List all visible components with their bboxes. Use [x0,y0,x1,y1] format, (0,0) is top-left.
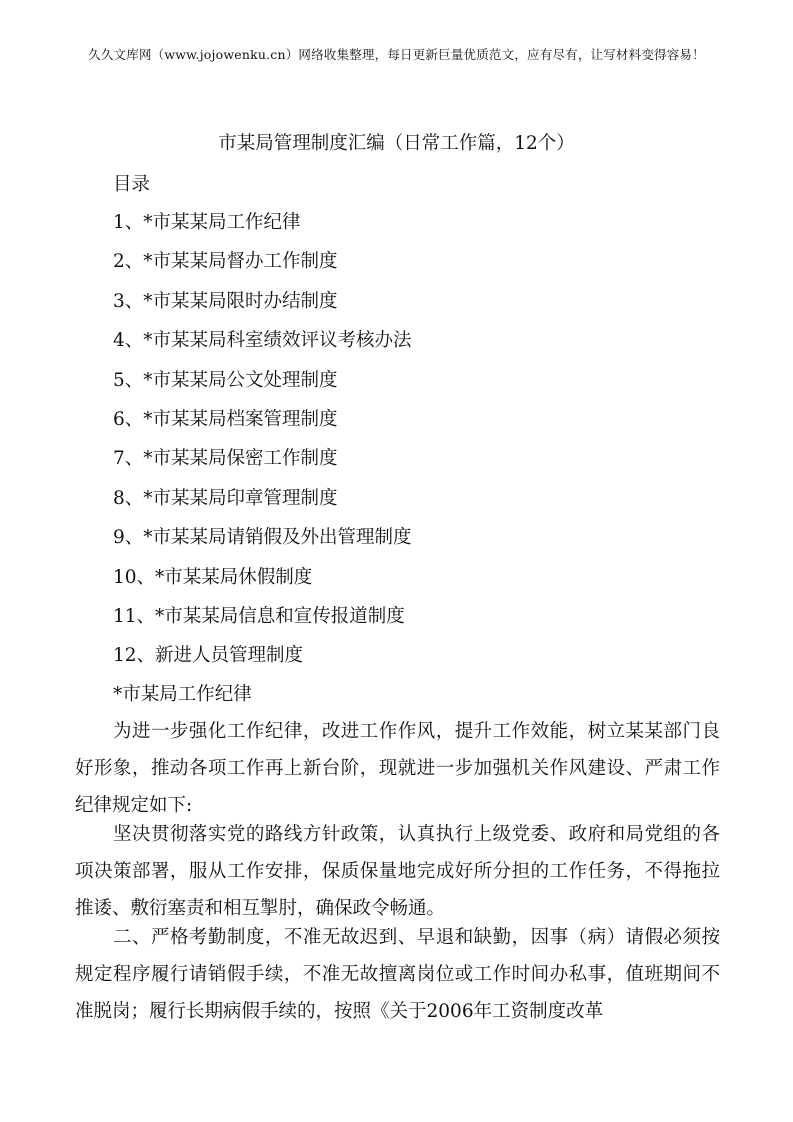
toc-item: 11、*市某某局信息和宣传报道制度 [113,605,405,627]
toc-item: 3、*市某某局限时办结制度 [113,290,338,312]
toc-item: 10、*市某某局休假制度 [113,566,313,588]
toc-item: 2、*市某某局督办工作制度 [113,251,338,273]
section-title: *市某局工作纪律 [113,684,252,705]
toc-item: 12、新进人员管理制度 [113,645,304,667]
table-of-contents [113,210,412,683]
body-paragraph: 坚决贯彻落实党的路线方针政策，认真执行上级党委、政府和局党组的各项决策部署，服从工作安排，保质保量地完成好所分担的工作任务，不得拖拉推诿、敷衍塞责和相互掣肘，确保政令畅通。 [75,824,720,919]
toc-item: 9、*市某某局请销假及外出管理制度 [113,527,412,549]
body-paragraph: 二、严格考勤制度，不准无故迟到、早退和缺勤，因事（病）请假必须按规定程序履行请销假手续，不准无故擅离岗位或工作时间办私事，值班期间不准脱岗；履行长期病假手续的，按照《关于2006年工资制度改革 [75,927,720,1022]
toc-item: 4、*市某某局科室绩效评议考核办法 [113,330,412,352]
page-header: 久久文库网（www.jojowenku.cn）网络收集整理，每日更新巨量优质范文，应有尽有，让写材料变得容易！ [88,47,705,62]
toc-heading: 目录 [113,174,151,195]
toc-item: 5、*市某某局公文处理制度 [113,369,338,391]
toc-item: 6、*市某某局档案管理制度 [113,408,338,430]
document-title: 市某局管理制度汇编（日常工作篇，12个） [218,133,575,154]
toc-item: 1、*市某某局工作纪律 [113,212,301,233]
toc-item: 7、*市某某局保密工作制度 [113,448,338,470]
body-paragraph: 为进一步强化工作纪律，改进工作作风，提升工作效能，树立某某部门良好形象，推动各项工作再上新台阶，现就进一步加强机关作风建设、严肃工作纪律规定如下: [75,721,720,816]
toc-item: 8、*市某某局印章管理制度 [113,487,338,509]
